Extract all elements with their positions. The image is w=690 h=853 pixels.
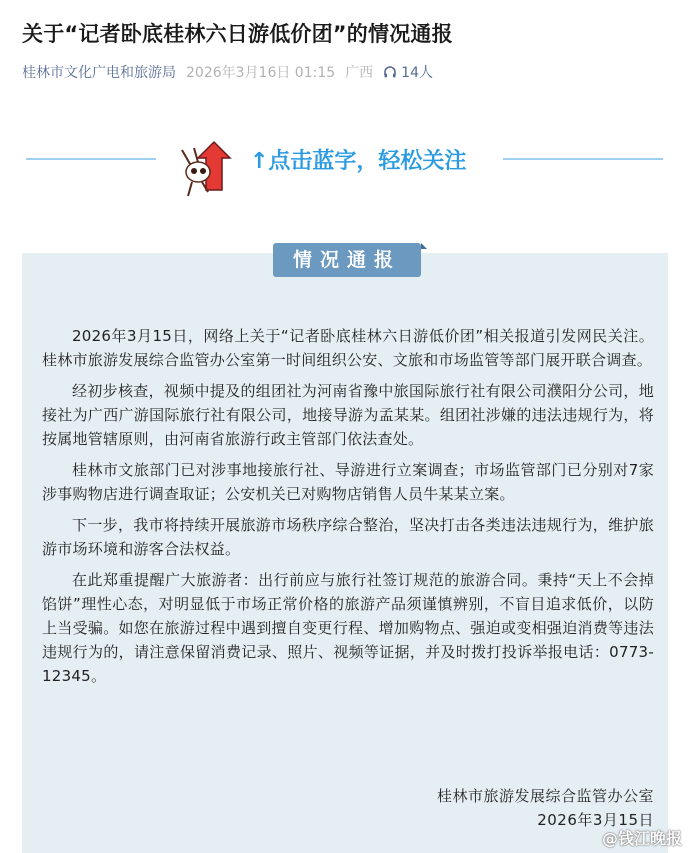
divider-left [26,158,156,160]
follow-text: ↑点击蓝字，轻松关注 [250,149,467,174]
rabbit-arrow-icon [176,140,238,200]
signature-org: 桂林市旅游发展综合监管办公室 [436,787,654,805]
watermark: @钱江晚报 [601,829,682,848]
article-meta [22,62,433,82]
signature-date: 2026年3月15日 [537,811,654,829]
listen-button[interactable] [383,62,433,82]
paragraph: 经初步核查，视频中提及的组团社为河南省豫中旅国际旅行社有限公司濮阳分公司，地接社为广西广游国际旅行社有限公司，地接导游为孟某某。组团社涉嫌的违法违规行为，将按属地管辖原则，由河南省旅游行政主管部门依法查处。 [42,382,654,448]
paragraph: 下一步，我市将持续开展旅游市场秩序综合整治，坚决打击各类违法违规行为，维护旅游市场环境和游客合法权益。 [42,516,654,558]
publish-time: 2026年3月16日 01:15 [186,65,336,81]
notice-body [42,324,654,695]
location: 广西 [345,65,374,81]
paragraph: 桂林市文旅部门已对涉事地接旅行社、导游进行立案调查；市场监管部门已分别对7家涉事购物店进行调查取证；公安机关已对购物店销售人员牛某某立案。 [42,461,654,503]
headphones-icon [383,65,397,79]
paragraph: 在此郑重提醒广大旅游者：出行前应与旅行社签订规范的旅游合同。秉持“天上不会掉馅饼”理性心态，对明显低于市场正常价格的旅游产品须谨慎辨别，不盲目追求低价，以防上当受骗。如您在旅游过程中遇到擅自变更行程、增加购物点、强迫或变相强迫消费等违法违规行为的，请注意保留消费记录、照片、视频等证据，并及时拨打投诉举报电话：0773-12345。 [42,571,654,685]
section-tag: 情况通报 [273,243,421,277]
listener-count: 14人 [401,65,433,81]
divider-right [503,158,663,160]
article-title: 关于“记者卧底桂林六日游低价团”的情况通报 [22,22,453,46]
paragraph: 2026年3月15日，网络上关于“记者卧底桂林六日游低价团”相关报道引发网民关注。桂林市旅游发展综合监管办公室第一时间组织公安、文旅和市场监管等部门展开联合调查。 [42,327,654,369]
follow-banner[interactable] [0,130,690,190]
source-account-link[interactable]: 桂林市文化广电和旅游局 [22,65,176,81]
signature [437,784,654,832]
